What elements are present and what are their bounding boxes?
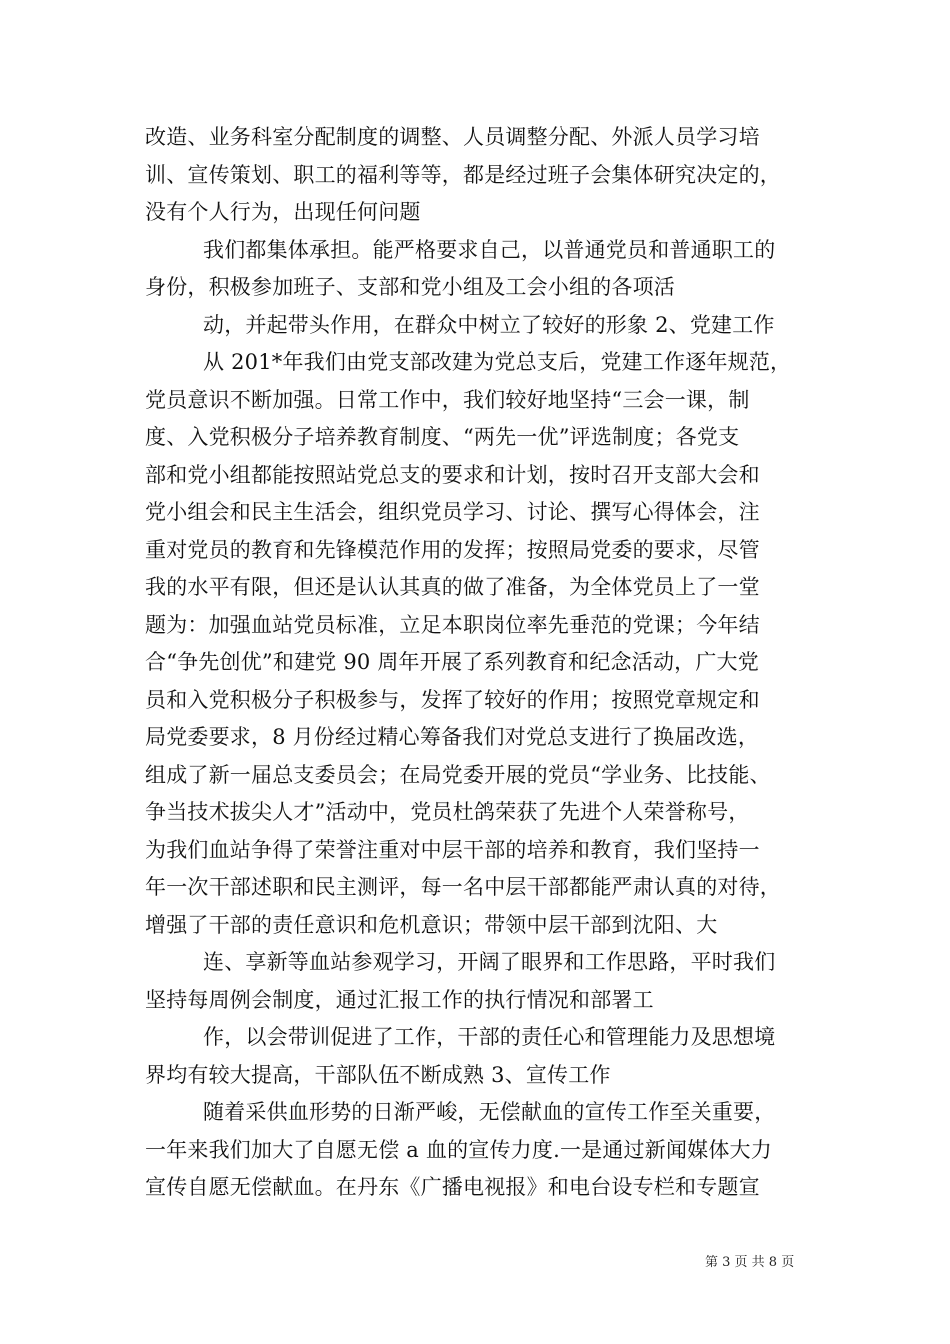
body-line: 题为：加强血站党员标准，立足本职岗位率先垂范的党课；今年结 <box>145 613 760 637</box>
body-line: 部和党小组都能按照站党总支的要求和计划，按时召开支部大会和 <box>145 463 760 487</box>
body-line: 从 201*年我们由党支部改建为党总支后，党建工作逐年规范， <box>203 350 792 374</box>
body-line: 重对党员的教育和先锋模范作用的发挥；按照局党委的要求，尽管 <box>145 538 760 562</box>
body-line: 为我们血站争得了荣誉注重对中层干部的培养和教育，我们坚持一 <box>145 838 760 862</box>
body-line: 坚持每周例会制度，通过汇报工作的执行情况和部署工 <box>145 988 654 1012</box>
body-line: 随着采供血形势的日渐严峻，无偿献血的宣传工作至关重要， <box>203 1100 776 1124</box>
body-line: 界均有较大提高，干部队伍不断成熟 3、宣传工作 <box>145 1063 611 1087</box>
body-line: 党员意识不断加强。日常工作中，我们较好地坚持“三会一课，制 <box>145 388 750 412</box>
body-line: 身份，积极参加班子、支部和党小组及工会小组的各项活 <box>145 275 675 299</box>
body-line: 动，并起带头作用，在群众中树立了较好的形象 2、党建工作 <box>203 313 775 337</box>
body-line: 连、享新等血站参观学习，开阔了眼界和工作思路，平时我们 <box>203 950 776 974</box>
page-number: 第 3 页 共 8 页 <box>705 1255 795 1270</box>
body-line: 训、宣传策划、职工的福利等等，都是经过班子会集体研究决定的， <box>145 163 781 187</box>
body-line: 合“争先创优”和建党 90 周年开展了系列教育和纪念活动，广大党 <box>145 650 759 674</box>
body-line: 争当技术拔尖人才”活动中，党员杜鸽荣获了先进个人荣誉称号， <box>145 800 750 824</box>
body-line: 我的水平有限，但还是认认其真的做了准备，为全体党员上了一堂 <box>145 575 760 599</box>
body-line: 局党委要求，8 月份经过精心筹备我们对党总支进行了换届改选， <box>145 725 760 749</box>
body-line: 增强了干部的责任意识和危机意识；带领中层干部到沈阳、大 <box>145 913 718 937</box>
body-line: 没有个人行为，出现任何问题 <box>145 200 421 224</box>
body-line: 组成了新一届总支委员会；在局党委开展的党员“学业务、比技能、 <box>145 763 771 787</box>
body-line: 宣传自愿无偿献血。在丹东《广播电视报》和电台设专栏和专题宣 <box>145 1175 760 1199</box>
body-line: 度、入党积极分子培养教育制度、“两先一优”评选制度；各党支 <box>145 425 740 449</box>
body-line: 作，以会带训促进了工作，干部的责任心和管理能力及思想境 <box>203 1025 776 1049</box>
body-line: 一年来我们加大了自愿无偿 a 血的宣传力度.一是通过新闻媒体大力 <box>145 1138 772 1162</box>
body-line: 党小组会和民主生活会，组织党员学习、讨论、撰写心得体会，注 <box>145 500 760 524</box>
body-line: 改造、业务科室分配制度的调整、人员调整分配、外派人员学习培 <box>145 125 760 149</box>
body-line: 我们都集体承担。能严格要求自己，以普通党员和普通职工的 <box>203 238 776 262</box>
body-line: 年一次干部述职和民主测评，每一名中层干部都能严肃认真的对待， <box>145 875 781 899</box>
body-line: 员和入党积极分子积极参与，发挥了较好的作用；按照党章规定和 <box>145 688 760 712</box>
